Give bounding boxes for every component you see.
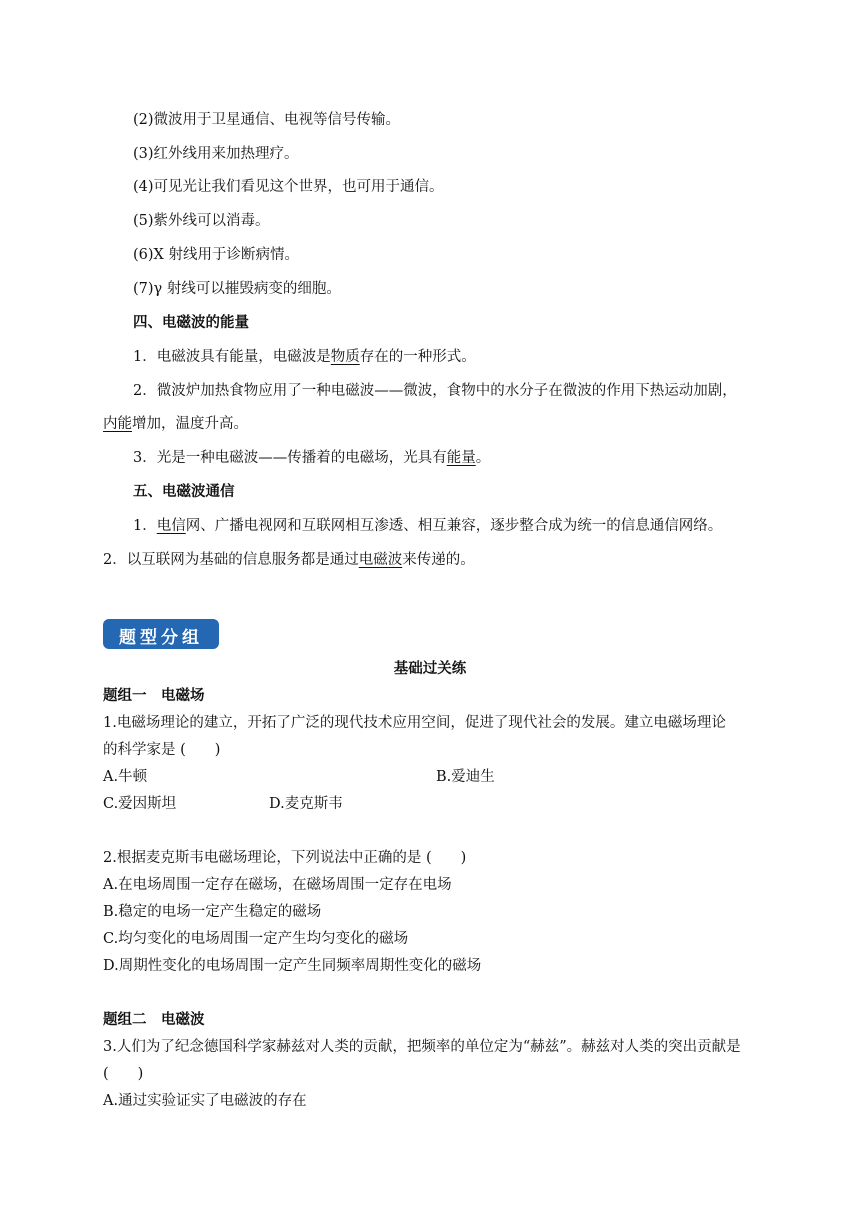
question-1-stem-line-1: 1.电磁场理论的建立，开拓了广泛的现代技术应用空间，促进了现代社会的发展。建立电磁场理论 — [103, 715, 726, 731]
subtitle: 基础过关练 — [393, 660, 467, 677]
section-5-para-2 — [103, 550, 475, 570]
text: 网、广播电视网和互联网相互渗透、相互兼容，逐步整合成为统一的信息通信网络。 — [185, 518, 723, 534]
section-badge — [103, 619, 219, 649]
question-2-option-a: A.在电场周围一定存在磁场，在磁场周围一定存在电场 — [103, 877, 452, 893]
group-2-title: 题组二 电磁波 — [103, 1011, 205, 1028]
blank-answer-telecom: 电信 — [156, 518, 186, 534]
group-1-title: 题组一 电磁场 — [103, 687, 205, 704]
question-2-option-c: C.均匀变化的电场周围一定产生均匀变化的磁场 — [103, 931, 409, 947]
section-5-heading: 五、电磁波通信 — [133, 483, 235, 500]
text: 2．以互联网为基础的信息服务都是通过 — [103, 552, 359, 568]
text: 1．电磁波具有能量，电磁波是 — [133, 349, 331, 365]
question-1-option-c: C.爱因斯坦 — [103, 796, 177, 812]
app-item-7: (7)γ 射线可以摧毁病变的细胞。 — [133, 281, 341, 297]
question-3-stem-line-2: ( ) — [103, 1066, 144, 1082]
app-item-2: (2)微波用于卫星通信、电视等信号传输。 — [133, 112, 401, 128]
question-1-stem-line-2: 的科学家是 ( ) — [103, 742, 221, 758]
section-4-para-2-line-2 — [103, 414, 248, 434]
text: 来传递的。 — [402, 552, 475, 568]
question-2-option-d: D.周期性变化的电场周围一定产生同频率周期性变化的磁场 — [103, 958, 482, 974]
text: 。 — [475, 450, 491, 466]
text: 1． — [133, 518, 157, 534]
question-1-option-d: D.麦克斯韦 — [269, 796, 343, 812]
app-item-3: (3)红外线用来加热理疗。 — [133, 146, 299, 162]
section-4-para-3 — [133, 448, 490, 468]
app-item-4: (4)可见光让我们看见这个世界，也可用于通信。 — [133, 179, 444, 195]
section-5-para-1 — [133, 516, 722, 536]
app-item-6: (6)X 射线用于诊断病情。 — [133, 247, 299, 263]
text: 增加，温度升高。 — [132, 416, 248, 432]
app-item-5: (5)紫外线可以消毒。 — [133, 213, 270, 229]
blank-answer-matter: 物质 — [330, 349, 360, 365]
blank-answer-energy: 能量 — [446, 450, 476, 466]
question-1-option-b: B.爱迪生 — [436, 769, 495, 785]
section-4-para-1 — [133, 347, 476, 367]
blank-answer-em-wave: 电磁波 — [358, 552, 403, 568]
question-2-option-b: B.稳定的电场一定产生稳定的磁场 — [103, 904, 322, 920]
question-1-option-a: A.牛顿 — [103, 769, 148, 785]
section-4-heading: 四、电磁波的能量 — [133, 314, 249, 331]
question-3-option-a: A.通过实验证实了电磁波的存在 — [103, 1093, 307, 1109]
section-4-para-2-line-1: 2．微波炉加热食物应用了一种电磁波——微波，食物中的水分子在微波的作用下热运动加剧， — [133, 383, 737, 399]
section-badge-label: 题型分组 — [119, 628, 203, 648]
question-3-stem-line-1: 3.人们为了纪念德国科学家赫兹对人类的贡献，把频率的单位定为“赫兹”。赫兹对人类的突出贡献是 — [103, 1039, 741, 1055]
question-2-stem: 2.根据麦克斯韦电磁场理论，下列说法中正确的是 ( ) — [103, 850, 467, 866]
text: 存在的一种形式。 — [359, 349, 476, 365]
text: 3．光是一种电磁波——传播着的电磁场，光具有 — [133, 450, 447, 466]
blank-answer-internal-energy: 内能 — [103, 416, 132, 432]
